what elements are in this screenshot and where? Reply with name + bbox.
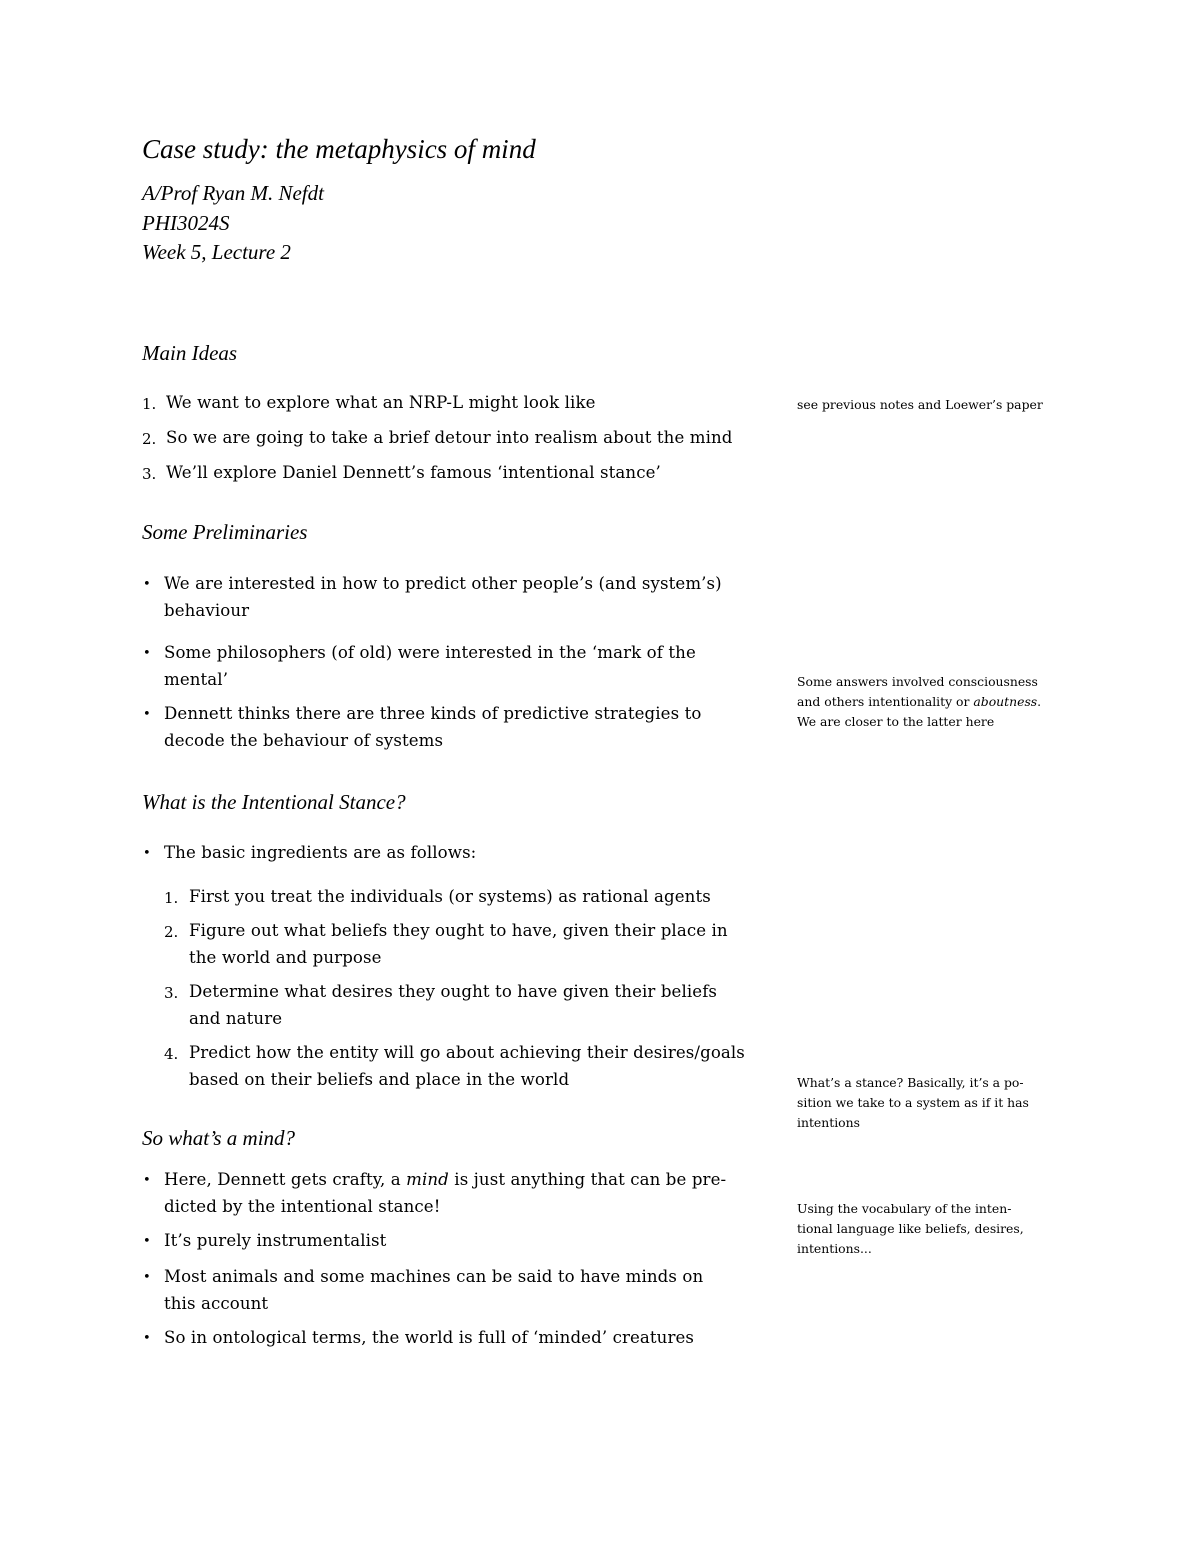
bullet-icon: • [143, 646, 151, 661]
bullet-icon: • [143, 1234, 151, 1249]
list-item-continuation: this account [164, 1294, 269, 1313]
list-marker: 1. [142, 395, 157, 413]
list-item: Some philosophers (of old) were interested in the ‘mark of the [164, 643, 696, 662]
list-item-continuation: dicted by the intentional stance! [164, 1197, 441, 1216]
emphasis-mind: mind [406, 1170, 449, 1189]
list-item: Most animals and some machines can be said to have minds on [164, 1267, 704, 1286]
bullet-icon: • [143, 577, 151, 592]
margin-note [797, 672, 1077, 732]
list-item: So we are going to take a brief detour into realism about the mind [166, 428, 733, 447]
section-heading-main-ideas: Main Ideas [142, 341, 238, 365]
margin-note-line: What’s a stance? Basically, it’s a po- [797, 1075, 1024, 1090]
list-item-continuation: mental’ [164, 670, 229, 689]
list-marker: 2. [142, 430, 157, 448]
list-item: Determine what desires they ought to have given their beliefs [189, 982, 718, 1001]
text-run: and others intentionality or [797, 694, 974, 709]
list-item-continuation: behaviour [164, 601, 250, 620]
list-item [164, 1170, 726, 1189]
list-item: First you treat the individuals (or systems) as rational agents [189, 887, 711, 906]
section-heading-preliminaries: Some Preliminaries [142, 520, 308, 544]
margin-note-line: We are closer to the latter here [797, 714, 995, 729]
text-run: is just anything that can be pre- [448, 1170, 727, 1189]
list-item: Dennett thinks there are three kinds of predictive strategies to [164, 704, 702, 723]
bullet-icon: • [143, 846, 151, 861]
list-item-continuation: decode the behaviour of systems [164, 731, 444, 750]
list-marker: 1. [164, 889, 179, 907]
list-item: We are interested in how to predict other people’s (and system’s) [164, 574, 722, 593]
course-code: PHI3024S [142, 211, 230, 235]
list-item: It’s purely instrumentalist [164, 1231, 387, 1250]
margin-note-line: intentions [797, 1115, 860, 1130]
list-marker: 4. [164, 1045, 179, 1063]
list-item-continuation: based on their beliefs and place in the world [189, 1070, 570, 1089]
margin-note-line: sition we take to a system as if it has [797, 1095, 1029, 1110]
margin-note-line: Using the vocabulary of the inten- [797, 1201, 1012, 1216]
list-item: So in ontological terms, the world is full of ‘minded’ creatures [164, 1328, 695, 1347]
bullet-icon: • [143, 707, 151, 722]
list-marker: 3. [164, 984, 179, 1002]
list-item: We’ll explore Daniel Dennett’s famous ‘intentional stance’ [166, 463, 661, 482]
margin-note: see previous notes and Loewer’s paper [797, 397, 1043, 412]
bullet-icon: • [143, 1173, 151, 1188]
list-marker: 3. [142, 465, 157, 483]
section-heading-intentional-stance: What is the Intentional Stance? [142, 790, 406, 814]
author: A/Prof Ryan M. Nefdt [142, 181, 324, 205]
bullet-icon: • [143, 1270, 151, 1285]
section-heading-whats-a-mind: So what’s a mind? [142, 1126, 296, 1150]
margin-note-line [797, 692, 1077, 712]
list-item: The basic ingredients are as follows: [164, 843, 477, 862]
text-run: Here, Dennett gets crafty, a [164, 1170, 407, 1189]
list-item-continuation: and nature [189, 1009, 283, 1028]
list-item: We want to explore what an NRP-L might look like [166, 393, 596, 412]
margin-note-line: tional language like beliefs, desires, [797, 1221, 1024, 1236]
list-item: Predict how the entity will go about achieving their desires/goals [189, 1043, 745, 1062]
emphasis-aboutness: aboutness [973, 694, 1038, 709]
session-label: Week 5, Lecture 2 [142, 240, 291, 264]
margin-note-line: intentions... [797, 1241, 872, 1256]
list-marker: 2. [164, 923, 179, 941]
margin-note [797, 1073, 1077, 1133]
bullet-icon: • [143, 1331, 151, 1346]
text-run: . [1037, 694, 1042, 709]
margin-note [797, 1199, 1077, 1259]
margin-note-line: Some answers involved consciousness [797, 674, 1038, 689]
list-item: Figure out what beliefs they ought to have, given their place in [189, 921, 728, 940]
list-item-continuation: the world and purpose [189, 948, 382, 967]
document-title: Case study: the metaphysics of mind [142, 134, 536, 164]
